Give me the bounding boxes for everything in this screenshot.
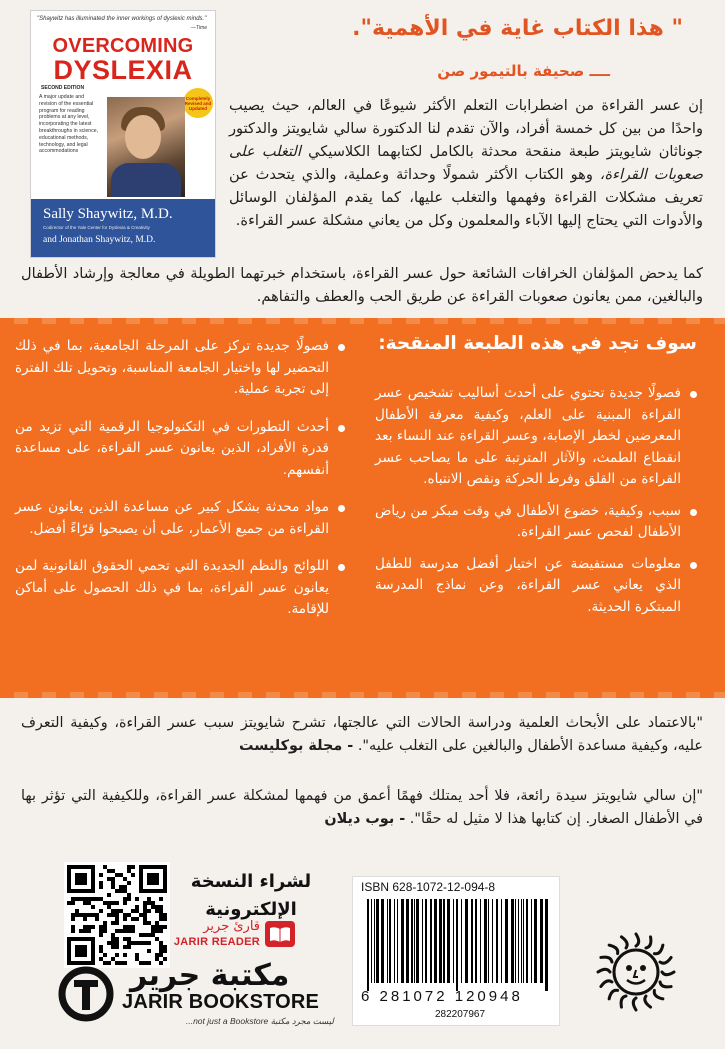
publisher-name-en: JARIR BOOKSTORE — [122, 991, 320, 1013]
cover-affiliation: Codirector of the Yale Center for Dyslexia & Creativity — [43, 225, 150, 230]
cover-title-line-2: DYSLEXIA — [53, 55, 193, 85]
bullet-dot-icon — [690, 509, 697, 516]
review-booklist — [21, 712, 703, 757]
header-quote-source: ــــ صحيفة بالتيمور صن — [437, 62, 610, 80]
feature-item — [375, 501, 697, 544]
jarir-reader-ar: قارئ جرير — [203, 919, 260, 934]
cover-blurb-source: —Time — [190, 25, 207, 31]
photo-face — [125, 115, 161, 159]
feature-item — [15, 417, 345, 482]
feature-text: مواد محدثة بشكل كبير عن مساعدة الذين يعانون عسر القراءة من جميع الأعمار، على أن يصبحوا قرّاءً أفضل. — [15, 499, 329, 537]
jarir-logo-icon — [58, 964, 114, 1024]
features-left-column — [15, 336, 345, 631]
features-title: سوف تجد في هذه الطبعة المنقحة: — [378, 333, 697, 354]
cover-blurb: "Shaywitz has illuminated the inner workings of dyslexic minds." — [37, 16, 207, 22]
intro-paragraph — [229, 94, 703, 232]
tagline-ar: ليست مجرد مكتبة — [270, 1016, 334, 1026]
feature-item — [15, 556, 345, 621]
open-book-icon — [264, 920, 296, 948]
isbn-barcode-box — [352, 876, 560, 1026]
feature-item — [15, 497, 345, 540]
feature-text: فصولًا جديدة تركز على المرحلة الجامعية، بما في ذلك التحضير لها واختيار الجامعة المناسبة، وتحويل تلك الفترة إلى تجربة عملية. — [15, 338, 329, 397]
cover-child-photo — [107, 97, 185, 197]
qr-code-icon — [67, 865, 167, 965]
review-source: - بوب ديلان — [324, 810, 406, 827]
cover-author-band — [31, 199, 215, 257]
ebook-text-line-1: لشراء النسخة — [190, 871, 312, 892]
review-text: "إن سالي شايويتز سيدة رائعة، فلا أحد يمتلك فهمًا أعمق من فهمها لمشكلة عسر القراءة، وللكيفية التي تؤثر بها في الأطفال الصغار. إن كتابها هذا لا مثيل له حقًا". — [21, 788, 703, 827]
jarir-bookstore-logo — [58, 958, 338, 1038]
feature-text: سبب، وكيفية، خضوع الأطفال في وقت مبكر من رياض الأطفال لفحص عسر القراءة. — [375, 502, 681, 540]
tagline-en: ...not just a Bookstore — [186, 1016, 269, 1026]
cover-title-line-1: OVERCOMING — [52, 35, 194, 57]
feature-text: اللوائح والنظم الجديدة التي تحمي الحقوق القانونية لمن يعانون عسر القراءة، بما في ذلك الحصول على أماكن للإقامة. — [15, 558, 329, 617]
intro-book-title: التغلب على صعوبات القراءة، — [229, 143, 704, 183]
band-bottom-edge — [0, 692, 725, 698]
feature-text: معلومات مستفيضة عن اختيار أفضل مدرسة للطفل الذي يعاني عسر القراءة، وعن نماذج المدرسة المبتكرة الحديثة. — [375, 555, 681, 615]
bullet-dot-icon — [338, 564, 345, 571]
bullet-dot-icon — [690, 391, 697, 398]
intro-text-part-1: إن عسر القراءة من اضطرابات التعلم الأكثر شيوعًا في العالم، حيث يصيب واحدًا من بين كل خمسة أفراد، والآن تقدم لنا الدكتورة سالي شايويتز والدكتور جوناثان شايويتز طبعة منقحة محدثة بالكامل لكتابهما الكلاسيكي — [229, 97, 703, 160]
cover-badge: Completely Revised and Updated — [183, 88, 213, 118]
feature-text: فصولًا جديدة تحتوي على أحدث أساليب تشخيص عسر القراءة المبنية على العلم، وكيفية معرفة الأطفال المعرضين لخطر الإصابة، وعسر القراءة عند النساء بعد انقطاع الطمث، والآثار المترتبة على ما يصاحب عسر القراءة من القلق وفرط الحركة ونقص الانتباه. — [375, 385, 681, 487]
ebook-qr-code[interactable] — [64, 862, 170, 968]
intro-text-part-2: وهو الكتاب الأكثر شمولًا وحداثة وعملية، والذي يتحدث عن تعريف مشكلات القراءة وفهمها والتغلب عليها، كما يقدم المؤلفان الوسائل والأدوات التي يحتاج إليها الآباء والمعلمون وكل من يعاني مشكلة عسر القراءة. — [229, 166, 703, 229]
review-source: - مجلة بوكليست — [238, 737, 354, 754]
bullet-dot-icon — [338, 505, 345, 512]
bullet-dot-icon — [338, 425, 345, 432]
sun-face-emblem-icon — [594, 930, 678, 1014]
cover-description: A major update and revision of the essential program for reading problems at any level, incorporating the latest breakthroughs in science, educational methods, technology, and legal accommodations — [39, 94, 99, 155]
ebook-text-line-2: الإلكترونية — [205, 899, 297, 920]
band-top-edge — [0, 318, 725, 324]
feature-item — [375, 383, 697, 491]
feature-item — [375, 554, 697, 619]
ebook-purchase-text — [176, 868, 326, 924]
barcode-sub-number: 282207967 — [435, 1009, 486, 1020]
bullet-dot-icon — [338, 344, 345, 351]
bullet-dot-icon — [690, 562, 697, 569]
barcode-number: 6 281072 120948 — [361, 988, 523, 1005]
jarir-reader-en: JARIR READER — [173, 936, 260, 948]
review-bob-dylan — [21, 785, 703, 830]
review-text: "بالاعتماد على الأبحاث العلمية ودراسة الحالات التي عالجتها، تشرح شايويتز سبب عسر القراءة، وكيفية التعرف عليه، وكيفية مساعدة الأطفال والبالغين على التغلب عليه". — [21, 715, 703, 754]
isbn-label: ISBN 628-1072-12-094-8 — [361, 880, 496, 894]
publisher-name-ar: مكتبة جرير — [130, 958, 290, 993]
cover-author-2: and Jonathan Shaywitz, M.D. — [43, 235, 156, 245]
header-quote: " هذا الكتاب غاية في الأهمية". — [352, 16, 683, 41]
feature-item — [15, 336, 345, 401]
cover-author-1: Sally Shaywitz, M.D. — [43, 206, 173, 222]
feature-text: أحدث التطورات في التكنولوجيا الرقمية التي تزيد من قدرة الأفراد، الذين يعانون عسر القراءة، على مساعدة أنفسهم. — [15, 418, 329, 478]
book-cover-thumbnail — [30, 10, 216, 258]
jarir-reader-logo — [173, 918, 300, 954]
intro-paragraph-2: كما يدحض المؤلفان الخرافات الشائعة حول عسر القراءة، باستخدام خبرتهما الطويلة في معالجة وإرشاد الأطفال والبالغين، ممن يعانون صعوبات القراءة عن طريق الحب والعطف والتفاهم. — [21, 265, 703, 305]
publisher-tagline — [186, 1016, 334, 1027]
barcode-icon — [363, 899, 551, 991]
cover-edition: SECOND EDITION — [41, 85, 85, 91]
features-right-column — [375, 383, 697, 628]
photo-shirt — [111, 163, 181, 197]
